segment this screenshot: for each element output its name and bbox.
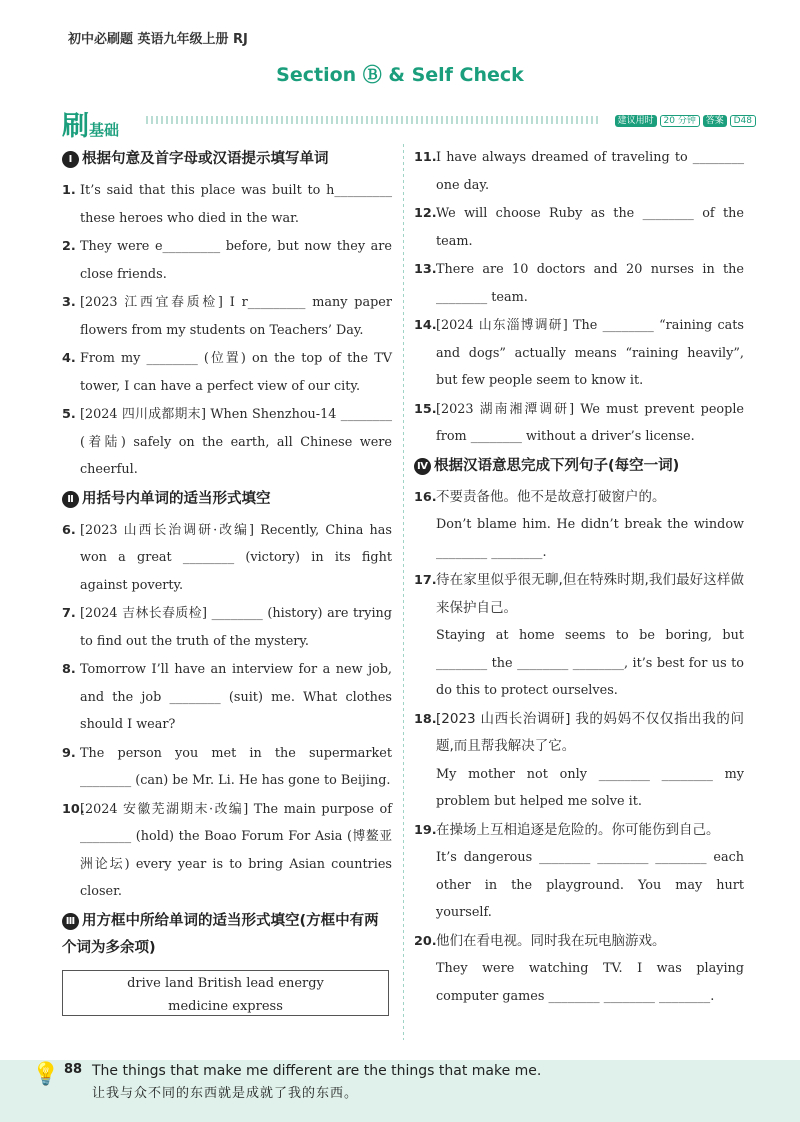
question: 11. I have always dreamed of traveling to ________ one day. (414, 150, 744, 193)
question: 16. 不要责备他。他不是故意打破窗户的。 Don’t blame him. He didn’t break the window ________ ________. (414, 488, 744, 560)
question: 18. [2023 山西长治调研] 我的妈妈不仅仅指出我的问题,而且帮我解决了它。 My mother not only ________ ________ my problem but helped me solve it. (414, 710, 744, 809)
page-footer (0, 1060, 800, 1122)
section-heading: Ⅰ 根据句意及首字母或汉语提示填写单词 (62, 146, 392, 173)
question: 3. [2023 江西宜春质检] I r_________ many paper flowers from my students on Teachers’ Day. (62, 295, 392, 338)
question: 13. There are 10 doctors and 20 nurses in the ________ team. (414, 262, 744, 305)
question: 20. 他们在看电视。同时我在玩电脑游戏。 They were watching TV. I was playing computer games ________ ________ ________. (414, 932, 744, 1004)
page-number: 88 (64, 1062, 83, 1077)
quote-english: The things that make me different are the things that make me. (92, 1063, 542, 1079)
practice-banner (62, 104, 756, 142)
question: 15. [2023 湖南湘潭调研] We must prevent people from ________ without a driver’s license. (414, 401, 744, 444)
word-box: drive land British lead energy medicine express (62, 970, 389, 1016)
quote-chinese: 让我与众不同的东西就是成就了我的东西。 (92, 1086, 359, 1101)
left-column (62, 144, 392, 1016)
column-divider (403, 144, 404, 1040)
time-info: 建议用时 20 分钟 答案 D48 (615, 113, 756, 126)
question: 7. [2024 吉林长春质检] ________ (history) are trying to find out the truth of the mystery. (62, 606, 392, 649)
section-heading: Ⅱ 用括号内单词的适当形式填空 (62, 486, 392, 513)
question: 9. The person you met in the supermarket ________ (can) be Mr. Li. He has gone to Beijing. (62, 745, 392, 788)
dotted-divider (146, 116, 598, 124)
question: 19. 在操场上互相追逐是危险的。你可能伤到自己。 It’s dangerous ________ ________ ________ each other in the playground. You may hurt yourself. (414, 821, 744, 920)
question: 12. We will choose Ruby as the ________ of the team. (414, 206, 744, 249)
question: 4. From my ________ (位置) on the top of the TV tower, I can have a perfect view of our city. (62, 351, 392, 394)
question: 8. Tomorrow I’ll have an interview for a new job, and the job ________ (suit) me. What clothes should I wear? (62, 662, 392, 732)
section-heading: Ⅳ 根据汉语意思完成下列句子(每空一词) (414, 453, 744, 480)
question: 17. 待在家里似乎很无聊,但在特殊时期,我们最好这样做来保护自己。 Staying at home seems to be boring, but ________ the ________ ________, it’s best for us to do this to protect ourselves. (414, 572, 744, 698)
basic-badge: 刷基础 (62, 111, 120, 142)
right-column (414, 144, 744, 1011)
question: 5. [2024 四川成都期末] When Shenzhou-14 ________ (着陆) safely on the earth, all Chinese were cheerful. (62, 407, 392, 477)
question: 1. It’s said that this place was built to h_________ these heroes who died in the war. (62, 183, 392, 226)
book-header: 初中必刷题 英语九年级上册 RJ (68, 32, 248, 47)
question: 6. [2023 山西长治调研·改编] Recently, China has won a great ________ (victory) in its fight against poverty. (62, 522, 392, 593)
lightbulb-icon: 💡 (32, 1062, 60, 1087)
question: 2. They were e_________ before, but now they are close friends. (62, 239, 392, 282)
question: 10. [2024 安徽芜湖期末·改编] The main purpose of ________ (hold) the Boao Forum For Asia (博鳌亚洲论坛) every year is to bring Asian countries closer. (62, 801, 392, 899)
page-title: Section Ⓑ & Self Check (276, 64, 524, 86)
section-heading: Ⅲ 用方框中所给单词的适当形式填空(方框中有两个词为多余项) (62, 912, 379, 956)
question: 14. [2024 山东淄博调研] The ________ “raining cats and dogs” actually means “raining heavily”, but few people seem to know it. (414, 318, 744, 388)
